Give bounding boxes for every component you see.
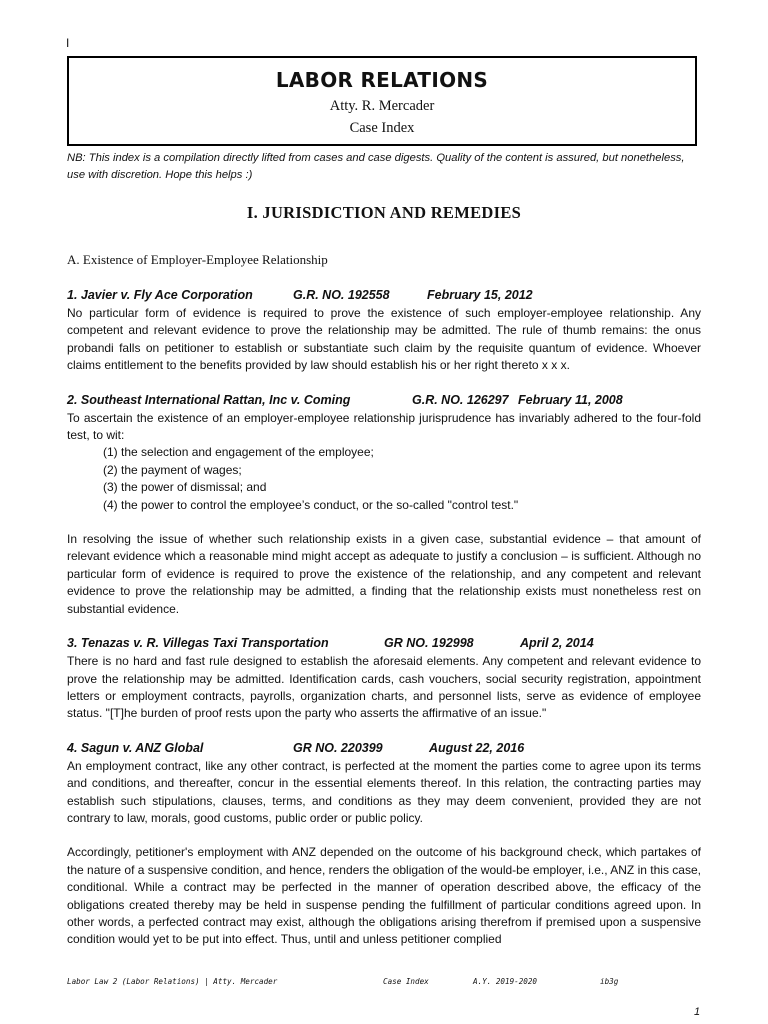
case-paragraph: There is no hard and fast rule designed to establish the aforesaid elements. Any competent and relevant evidence to prove the relationship may be admitted. Identification cards, cash vouchers, social security registration, appointment letters or employment contracts, payrolls, organization charts, and personnel lists, serve as evidence of employee status. "[T]he burden of proof rests upon the party who asserts the affirmative of an issue." (67, 654, 701, 721)
list-item: (3) the power of dismissal; and (103, 480, 267, 495)
list-item: (1) the selection and engagement of the employee; (103, 445, 374, 460)
title-box (67, 56, 697, 146)
section-heading: I. JURISDICTION AND REMEDIES (246, 203, 522, 222)
four-fold-test-list (67, 444, 701, 514)
footer-doc: Case Index (383, 977, 429, 986)
subtitle-line: Case Index (349, 120, 415, 136)
case-gr-number: GR NO. 192998 (384, 636, 474, 651)
case-name: 3. Tenazas v. R. Villegas Taxi Transportation (67, 636, 329, 651)
footer-year: A.Y. 2019-2020 (473, 977, 538, 986)
case-date: February 11, 2008 (518, 392, 623, 407)
case-intro: To ascertain the existence of an employer-employee relationship jurisprudence has invariably adhered to the four-fold test, to wit: (67, 410, 701, 443)
case-date: February 15, 2012 (427, 288, 533, 302)
case-name: 4. Sagun v. ANZ Global (67, 740, 204, 755)
subsection-heading: A. Existence of Employer-Employee Relationship (67, 252, 328, 267)
case-name: 2. Southeast International Rattan, Inc v. Coming (67, 392, 351, 407)
case-gr-number: G.R. NO. 126297 (412, 392, 509, 407)
page-footer (67, 977, 701, 986)
list-item: (4) the power to control the employee’s conduct, or the so-called "control test." (103, 497, 519, 512)
case-date: April 2, 2014 (520, 636, 594, 651)
case-paragraph: An employment contract, like any other contract, is perfected at the moment the parties come to agree upon its terms and conditions, and thereafter, concur in the essential elements thereof. In this relation, the contracting parties may establish such stipulations, clauses, terms, and conditions as they may deem convenient, provided they are not contrary to law, morals, good customs, public order or public policy. (67, 758, 701, 825)
case-paragraph: Accordingly, petitioner's employment with ANZ depended on the outcome of his background check, which partakes of the nature of a suspensive condition, and hence, renders the obligation of the would-be employer, i.e., ANZ in this case, conditional. While a contract may be perfected in the manner of operation described above, the efficacy of the obligations created thereby may be held in suspense pending the fulfillment of particular conditions agreed upon. In other words, a perfected contract may exist, although the obligations arising therefrom if premised upon a suspensive condition would yet to be put into effect. Thus, until and unless petitioner complied (67, 845, 701, 947)
case-title (67, 738, 701, 758)
case-paragraph: In resolving the issue of whether such relationship exists in a given case, substantial evidence – that amount of relevant evidence which a reasonable mind might accept as adequate to justify a conclusion – is sufficient. Although no particular form of evidence is required to prove the existence of the relationship, and any competent and relevant evidence to prove the relationship may be admitted, a finding that the relationship exists must nonetheless rest on substantial evidence. (67, 532, 701, 616)
page-number: 1 (694, 1006, 701, 1018)
footer-author: ib3g (600, 977, 619, 986)
case-title (67, 633, 701, 653)
case-paragraph: No particular form of evidence is required to prove the existence of such employer-employee relationship. Any competent and relevant evidence to prove the relationship may be admitted. The rule of thumb remains: the onus probandi falls on petitioner to establish or substantiate such claim by the requisite quantum of evidence. Whoever claims entitlement to the benefits provided by law should establish his or her right thereto x x x. (67, 306, 701, 373)
case-gr-number: GR NO. 220399 (293, 740, 383, 755)
document-title: LABOR RELATIONS (275, 68, 489, 92)
case-title (67, 285, 701, 305)
case-list (67, 285, 701, 949)
author-line: Atty. R. Mercader (329, 98, 435, 114)
disclaimer-note: NB: This index is a compilation directly lifted from cases and case digests. Quality of the content is assured, but nonetheless, use with discretion. Hope this helps :) (67, 152, 685, 181)
footer-course: Labor Law 2 (Labor Relations) | Atty. Mercader (67, 977, 278, 986)
cursor-mark: I (66, 36, 70, 50)
case-title (67, 390, 701, 410)
case-date: August 22, 2016 (429, 740, 525, 755)
case-name: 1. Javier v. Fly Ace Corporation (67, 288, 253, 302)
case-gr-number: G.R. NO. 192558 (293, 288, 390, 302)
list-item: (2) the payment of wages; (103, 462, 242, 477)
